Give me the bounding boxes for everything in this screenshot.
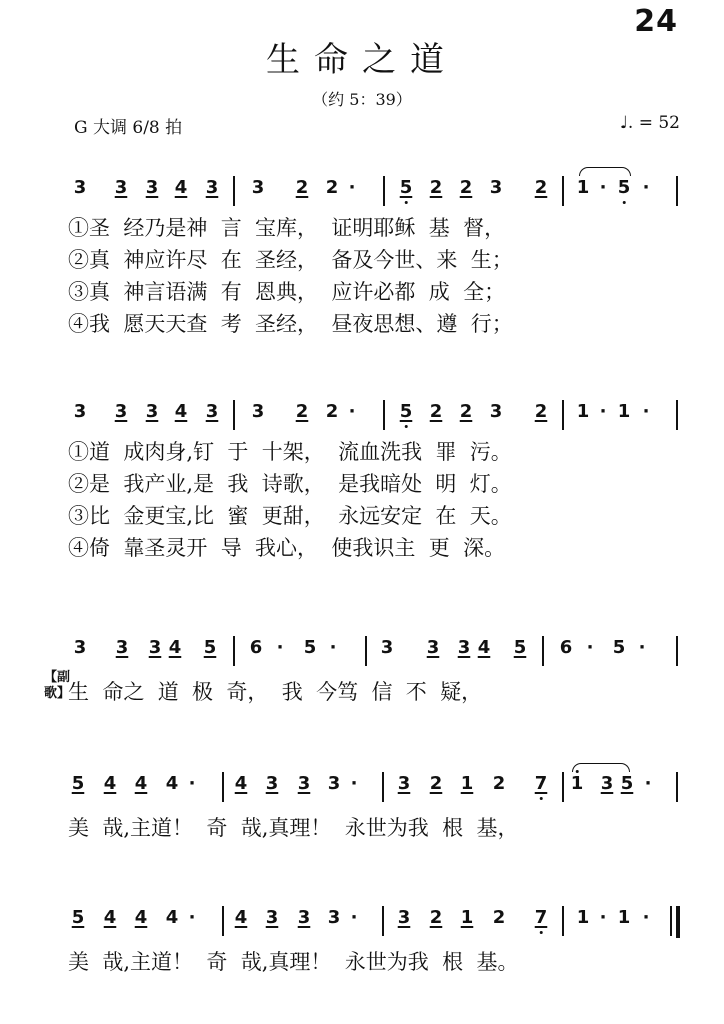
- barline: [562, 400, 564, 430]
- note: 3: [115, 637, 129, 658]
- barline: [382, 906, 384, 936]
- lyric-verse-4: ④倚 靠圣灵开 导 我心， 使我识主 更 深。: [68, 536, 506, 560]
- note: 3: [205, 177, 219, 198]
- lyric-verse-1: ①道 成肉身,钉 于 十架， 流血洗我 罪 污。: [68, 440, 512, 464]
- note-row-4: [0, 772, 724, 798]
- note: 3: [457, 637, 471, 658]
- note-row-2: [0, 400, 724, 426]
- lyric-chorus-3: 美 哉,主道！ 奇 哉,真理！ 永世为我 根 基。: [68, 950, 519, 974]
- barline: [676, 772, 678, 802]
- dot: ·: [276, 637, 284, 658]
- note: 5: [71, 907, 85, 928]
- barline: [676, 176, 678, 206]
- lyric-verse-2: ②真 神应许尽 在 圣经， 备及今世、来 生；: [68, 248, 513, 272]
- note: 3: [489, 177, 503, 198]
- note: 1: [460, 907, 474, 928]
- note: 3: [327, 907, 341, 928]
- lyric-chorus-2: 美 哉,主道！ 奇 哉,真理！ 永世为我 根 基，: [68, 816, 519, 840]
- note: 3: [251, 401, 265, 422]
- dot: ·: [348, 177, 356, 198]
- chorus-label: 【副歌】: [44, 670, 71, 701]
- dot: ·: [350, 907, 358, 928]
- note: 2: [492, 907, 506, 928]
- note: 5: [612, 637, 626, 658]
- lyric-verse-1: ①圣 经乃是神 言 宝库， 证明耶稣 基 督，: [68, 216, 506, 240]
- dot: ·: [638, 637, 646, 658]
- dot: ·: [642, 401, 650, 422]
- lyric-chorus-1: 生 命之 道 极 奇， 我 今笃 信 不 疑，: [68, 680, 483, 704]
- tempo-marking: ♩. = 52: [619, 113, 680, 133]
- note: 3: [297, 907, 311, 928]
- scripture-reference: （约 5：39）: [312, 90, 412, 109]
- note: 4: [165, 773, 179, 794]
- note: 5: [203, 637, 217, 658]
- note: 4: [477, 637, 491, 658]
- note: 3: [265, 907, 279, 928]
- note: 3: [600, 773, 614, 794]
- note: 1: [617, 401, 631, 422]
- dot: ·: [350, 773, 358, 794]
- note: 4: [174, 177, 188, 198]
- note: 1: [576, 177, 590, 198]
- note: 2: [429, 401, 443, 422]
- key-and-meter: G 大调 6/8 拍: [74, 118, 183, 138]
- note: 3: [73, 637, 87, 658]
- note: 1: [570, 773, 584, 794]
- lyric-verse-3: ③比 金更宝,比 蜜 更甜， 永远安定 在 天。: [68, 504, 512, 528]
- barline: [222, 772, 224, 802]
- note: 3: [205, 401, 219, 422]
- note: 5: [513, 637, 527, 658]
- note: 3: [297, 773, 311, 794]
- note: 2: [459, 177, 473, 198]
- barline: [542, 636, 544, 666]
- note: 3: [426, 637, 440, 658]
- note: 6: [249, 637, 263, 658]
- note: 6: [559, 637, 573, 658]
- note: 2: [459, 401, 473, 422]
- barline: [562, 772, 564, 802]
- note: 2: [429, 773, 443, 794]
- note: 2: [295, 177, 309, 198]
- note: 4: [134, 773, 148, 794]
- note: 1: [617, 907, 631, 928]
- note: 2: [534, 401, 548, 422]
- note: 3: [265, 773, 279, 794]
- note: 3: [73, 177, 87, 198]
- note: 2: [295, 401, 309, 422]
- tie: [572, 763, 630, 772]
- note: 5: [399, 177, 413, 198]
- note: 5: [71, 773, 85, 794]
- barline: [562, 176, 564, 206]
- note: 3: [145, 401, 159, 422]
- note: 5: [303, 637, 317, 658]
- page-number: 24: [634, 4, 678, 39]
- note: 1: [576, 907, 590, 928]
- dot: ·: [348, 401, 356, 422]
- note: 4: [134, 907, 148, 928]
- tie: [579, 167, 631, 176]
- barline: [233, 636, 235, 666]
- note: 2: [429, 177, 443, 198]
- note: 5: [620, 773, 634, 794]
- barline: [233, 176, 235, 206]
- lyric-verse-2: ②是 我产业,是 我 诗歌， 是我暗处 明 灯。: [68, 472, 512, 496]
- dot: ·: [599, 907, 607, 928]
- barline: [676, 400, 678, 430]
- note: 2: [325, 401, 339, 422]
- note: 3: [148, 637, 162, 658]
- barline: [222, 906, 224, 936]
- barline: [562, 906, 564, 936]
- note: 4: [234, 773, 248, 794]
- note: 3: [397, 773, 411, 794]
- note: 5: [617, 177, 631, 198]
- barline: [365, 636, 367, 666]
- barline: [676, 636, 678, 666]
- note: 2: [492, 773, 506, 794]
- note: 4: [103, 773, 117, 794]
- barline: [383, 176, 385, 206]
- dot: ·: [586, 637, 594, 658]
- dot: ·: [599, 177, 607, 198]
- note-row-5: [0, 906, 724, 932]
- note: 3: [73, 401, 87, 422]
- lyric-verse-4: ④我 愿天天查 考 圣经， 昼夜思想、遵 行；: [68, 312, 513, 336]
- note-row-1: [0, 176, 724, 202]
- barline: [383, 400, 385, 430]
- dot: ·: [642, 907, 650, 928]
- note: 3: [114, 401, 128, 422]
- dot: ·: [329, 637, 337, 658]
- note: 4: [234, 907, 248, 928]
- note: 4: [168, 637, 182, 658]
- barline: [233, 400, 235, 430]
- note-row-3: [0, 636, 724, 662]
- dot: ·: [599, 401, 607, 422]
- dot: ·: [644, 773, 652, 794]
- note: 3: [380, 637, 394, 658]
- dot: ·: [188, 773, 196, 794]
- note: 2: [534, 177, 548, 198]
- final-barline-thin: [670, 906, 672, 936]
- note: 4: [103, 907, 117, 928]
- note: 3: [489, 401, 503, 422]
- note: 1: [460, 773, 474, 794]
- note: 3: [114, 177, 128, 198]
- final-barline-thick: [676, 906, 680, 938]
- note: 3: [327, 773, 341, 794]
- note: 4: [165, 907, 179, 928]
- lyric-verse-3: ③真 神言语满 有 恩典， 应许必都 成 全；: [68, 280, 506, 304]
- note: 2: [325, 177, 339, 198]
- note: 3: [251, 177, 265, 198]
- note: 3: [145, 177, 159, 198]
- barline: [382, 772, 384, 802]
- note: 2: [429, 907, 443, 928]
- note: 1: [576, 401, 590, 422]
- note: 3: [397, 907, 411, 928]
- dot: ·: [188, 907, 196, 928]
- note: 7: [534, 773, 548, 794]
- note: 7: [534, 907, 548, 928]
- dot: ·: [642, 177, 650, 198]
- hymn-title: 生命之道: [266, 40, 458, 80]
- note: 4: [174, 401, 188, 422]
- note: 5: [399, 401, 413, 422]
